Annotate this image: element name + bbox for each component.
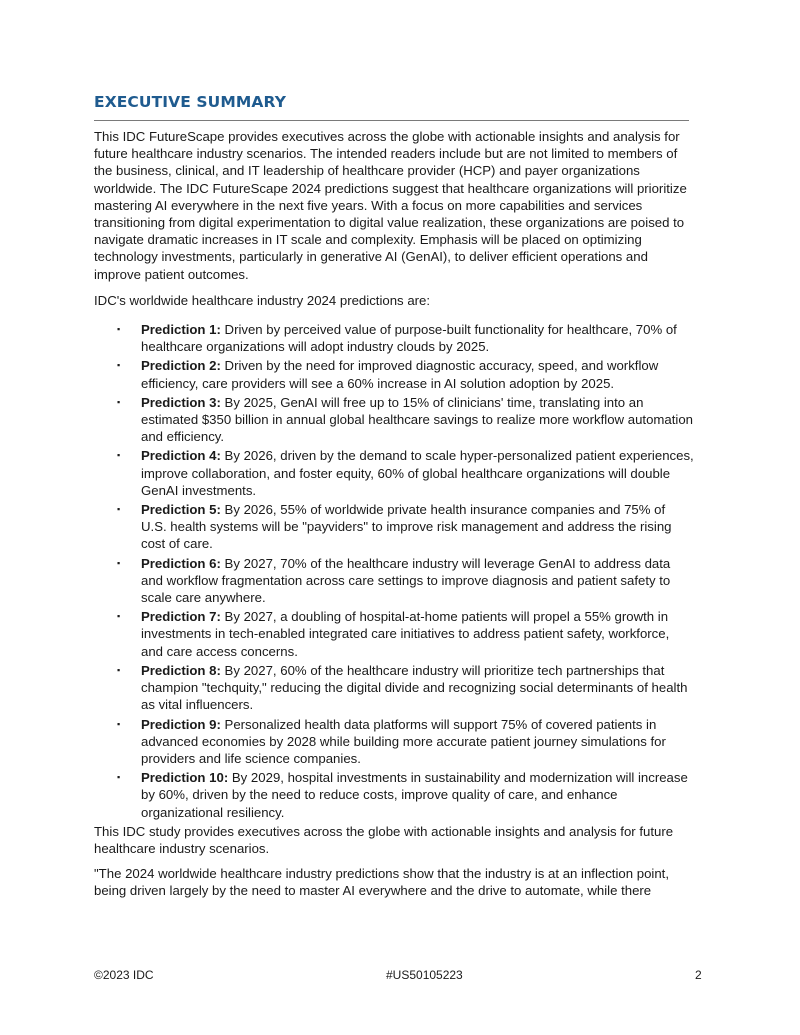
prediction-text: Personalized health data platforms will support 75% of covered patients in advanced economies by 2028 while building more accurate patient journey simulations for providers and life science companies. (141, 716, 666, 766)
bullet-icon: ▪ (117, 664, 121, 675)
prediction-label: Prediction 3: (141, 394, 221, 410)
bullet-icon: ▪ (117, 450, 121, 461)
prediction-text: By 2027, 60% of the healthcare industry will prioritize tech partnerships that champion "techquity," reducing the digital divide and recognizing social determinants of health as vital influencers. (141, 662, 688, 713)
section-heading: EXECUTIVE SUMMARY (94, 93, 287, 111)
predictions-list (94, 321, 694, 821)
heading-divider (94, 120, 689, 121)
prediction-text: Driven by the need for improved diagnostic accuracy, speed, and workflow efficiency, care providers will see a 60% increase in AI solution adoption by 2025. (141, 358, 659, 391)
prediction-label: Prediction 4: (141, 448, 221, 464)
list-item (94, 555, 694, 607)
prediction-label: Prediction 10: (141, 770, 229, 786)
list-item (94, 608, 694, 660)
list-item (94, 501, 694, 553)
prediction-label: Prediction 6: (141, 555, 221, 571)
list-item (94, 447, 694, 499)
prediction-label: Prediction 1: (141, 322, 221, 338)
bullet-icon: ▪ (117, 360, 121, 371)
bullet-icon: ▪ (117, 718, 121, 729)
prediction-label: Prediction 7: (141, 609, 221, 625)
footer-copyright: ©2023 IDC (94, 968, 154, 982)
prediction-text: By 2027, 70% of the healthcare industry will leverage GenAI to address data and workflow fragmentation across care settings to improve diagnosis and patient safety to scale care anywhere. (141, 555, 671, 606)
list-item (94, 357, 694, 391)
prediction-text: By 2027, a doubling of hospital-at-home patients will propel a 55% growth in investments in tech-enabled integrated care initiatives to address patient safety, workforce, and care access concerns. (141, 609, 670, 659)
list-item (94, 716, 694, 768)
prediction-text: By 2029, hospital investments in sustainability and modernization will increase by 60%, driven by the need to reduce costs, improve quality of care, and enhance organizational resiliency. (141, 770, 688, 820)
prediction-label: Prediction 9: (141, 716, 221, 732)
bullet-icon: ▪ (117, 772, 121, 783)
intro-paragraph: This IDC FutureScape provides executives across the globe with actionable insights and analysis for future healthcare industry scenarios. The intended readers include but are not limited to members of the business, clinical, and IT leadership of healthcare provider (HCP) and payer organizations worldwide. The IDC FutureScape 2024 predictions suggest that healthcare organizations will prioritize mastering AI everywhere in the next five years. With a focus on more capabilities and services transitioning from digital experimentation to digital value realization, these organizations are poised to navigate dramatic increases in IT scale and complexity. Emphasis will be placed on optimizing technology investments, particularly in generative AI (GenAI), to deliver efficient operations and improve patient outcomes. (94, 129, 687, 282)
bullet-icon: ▪ (117, 611, 121, 622)
footer-doc-id: #US50105223 (386, 968, 463, 982)
body-content (94, 128, 694, 900)
prediction-label: Prediction 8: (141, 662, 221, 678)
list-item (94, 321, 694, 355)
predictions-lead: IDC's worldwide healthcare industry 2024 predictions are: (94, 292, 431, 308)
quote-paragraph: "The 2024 worldwide healthcare industry predictions show that the industry is at an inflection point, being driven largely by the need to master AI everywhere and the drive to automate, while there (94, 866, 669, 899)
list-item (94, 769, 694, 821)
list-item (94, 662, 694, 714)
study-paragraph: This IDC study provides executives across the globe with actionable insights and analysis for future healthcare industry scenarios. (94, 823, 674, 856)
prediction-text: Driven by perceived value of purpose-built functionality for healthcare, 70% of healthcare organizations will adopt industry clouds by 2025. (141, 322, 677, 355)
bullet-icon: ▪ (117, 504, 121, 515)
bullet-icon: ▪ (117, 396, 121, 407)
prediction-label: Prediction 2: (141, 358, 221, 374)
footer-page-number: 2 (695, 968, 702, 982)
bullet-icon: ▪ (117, 557, 121, 568)
list-item (94, 394, 694, 446)
prediction-text: By 2025, GenAI will free up to 15% of clinicians' time, translating into an estimated $350 billion in annual global healthcare savings to realize more workflow automation and efficiency. (141, 394, 693, 445)
prediction-text: By 2026, 55% of worldwide private health insurance companies and 75% of U.S. health systems will be "payviders" to improve risk management and address the rising cost of care. (141, 502, 672, 552)
prediction-text: By 2026, driven by the demand to scale hyper-personalized patient experiences, improve collaboration, and foster equity, 60% of global healthcare organizations will double GenAI investments. (141, 448, 694, 498)
prediction-label: Prediction 5: (141, 502, 221, 518)
bullet-icon: ▪ (117, 324, 121, 335)
